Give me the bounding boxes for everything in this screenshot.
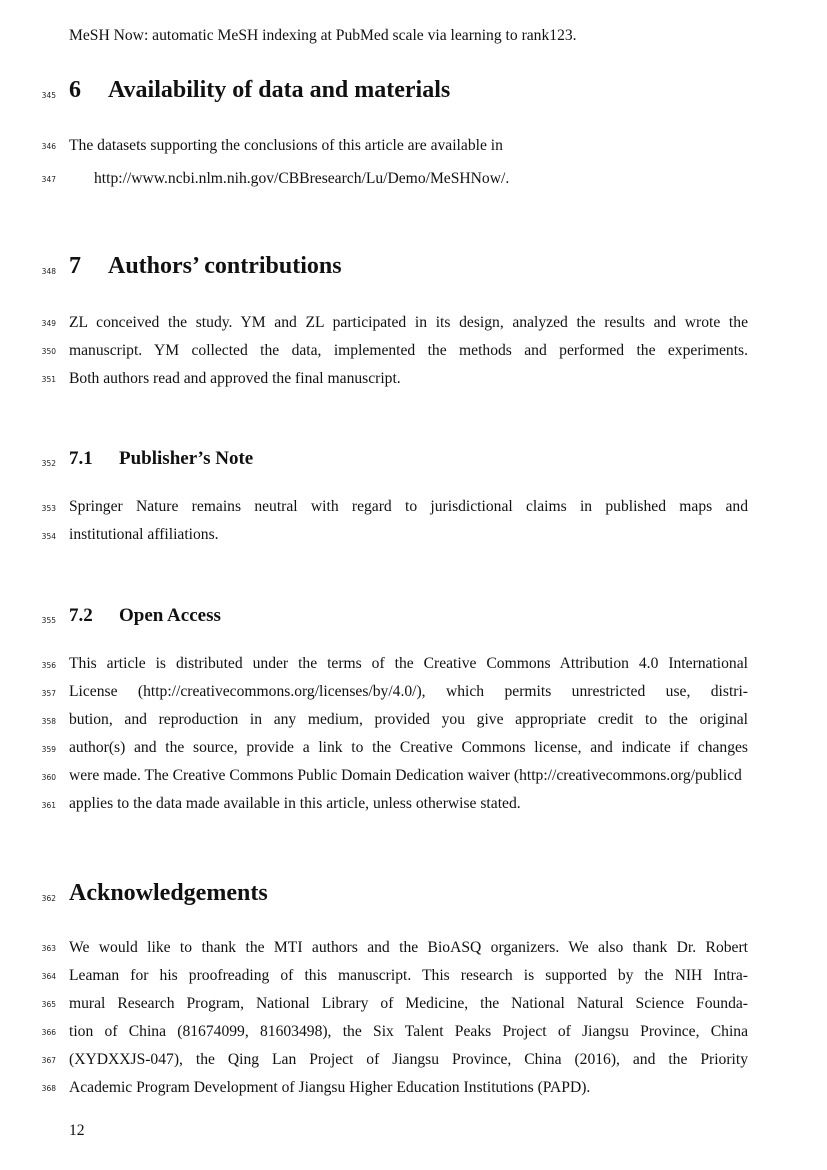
paragraph-line: bution, and reproduction in any medium, provided you give appropriate credit to the original <box>69 711 748 728</box>
paragraph-line: institutional affiliations. <box>69 526 219 543</box>
subsection-title: Publisher’s Note <box>119 448 254 469</box>
line-number: 355 <box>41 616 56 625</box>
section-title: Acknowledgements <box>69 880 268 906</box>
paragraph-line: The datasets supporting the conclusions of this article are available in <box>69 137 503 154</box>
line-number: 357 <box>41 689 56 698</box>
reference-continuation: MeSH Now: automatic MeSH indexing at PubMed scale via learning to rank123. <box>69 27 577 44</box>
subsection-number: 7.1 <box>69 448 93 469</box>
line-number: 347 <box>41 175 56 184</box>
subsection-heading-publisher-note <box>69 448 253 470</box>
line-number: 356 <box>41 661 56 670</box>
section-heading-contributions <box>69 252 342 280</box>
section-number: 6 <box>69 77 81 103</box>
line-number: 363 <box>41 944 56 953</box>
line-number: 359 <box>41 745 56 754</box>
line-number: 353 <box>41 504 56 513</box>
line-number: 361 <box>41 801 56 810</box>
paragraph-line: author(s) and the source, provide a link to the Creative Commons license, and indicate if changes <box>69 739 748 756</box>
paragraph-line: applies to the data made available in this article, unless otherwise stated. <box>69 795 521 812</box>
line-number: 366 <box>41 1028 56 1037</box>
section-heading-acknowledgements <box>69 879 268 907</box>
line-number: 368 <box>41 1084 56 1093</box>
line-number: 364 <box>41 972 56 981</box>
line-number: 348 <box>41 267 56 276</box>
paragraph-line: License (http://creativecommons.org/licenses/by/4.0/), which permits unrestricted use, distri- <box>69 683 748 700</box>
line-number: 345 <box>41 91 56 100</box>
subsection-number: 7.2 <box>69 605 93 626</box>
line-number: 360 <box>41 773 56 782</box>
paragraph-line: We would like to thank the MTI authors and the BioASQ organizers. We also thank Dr. Robert <box>69 939 748 956</box>
section-number: 7 <box>69 253 81 279</box>
paragraph-line: ZL conceived the study. YM and ZL participated in its design, analyzed the results and wrote the <box>69 314 748 331</box>
section-title: Authors’ contributions <box>108 253 342 279</box>
paragraph-line: Springer Nature remains neutral with regard to jurisdictional claims in published maps and <box>69 498 748 515</box>
line-number: 354 <box>41 532 56 541</box>
line-number: 346 <box>41 142 56 151</box>
line-number: 365 <box>41 1000 56 1009</box>
subsection-title: Open Access <box>119 605 221 626</box>
paragraph-line: tion of China (81674099, 81603498), the Six Talent Peaks Project of Jiangsu Province, China <box>69 1023 748 1040</box>
subsection-heading-open-access <box>69 605 221 627</box>
section-heading-availability <box>69 76 450 104</box>
line-number: 358 <box>41 717 56 726</box>
paragraph-line-overflow: were made. The Creative Commons Public Domain Dedication waiver (http://creativecommons.org/publicd <box>69 767 742 784</box>
page-number: 12 <box>69 1122 85 1139</box>
paragraph-line: Both authors read and approved the final manuscript. <box>69 370 401 387</box>
paragraph-line: Academic Program Development of Jiangsu Higher Education Institutions (PAPD). <box>69 1079 591 1096</box>
line-number: 367 <box>41 1056 56 1065</box>
paragraph-line: mural Research Program, National Library of Medicine, the National Natural Science Founda- <box>69 995 748 1012</box>
line-number: 351 <box>41 375 56 384</box>
line-number: 349 <box>41 319 56 328</box>
line-number: 352 <box>41 459 56 468</box>
line-number: 350 <box>41 347 56 356</box>
paragraph-line: Leaman for his proofreading of this manuscript. This research is supported by the NIH Intra- <box>69 967 748 984</box>
paragraph-line: (XYDXXJS-047), the Qing Lan Project of Jiangsu Province, China (2016), and the Priority <box>69 1051 748 1068</box>
paragraph-line: manuscript. YM collected the data, implemented the methods and performed the experiments. <box>69 342 748 359</box>
line-number: 362 <box>41 894 56 903</box>
paragraph-line: This article is distributed under the terms of the Creative Commons Attribution 4.0 International <box>69 655 748 672</box>
section-title: Availability of data and materials <box>108 77 451 103</box>
data-url-link[interactable]: http://www.ncbi.nlm.nih.gov/CBBresearch/Lu/Demo/MeSHNow/. <box>94 170 510 187</box>
